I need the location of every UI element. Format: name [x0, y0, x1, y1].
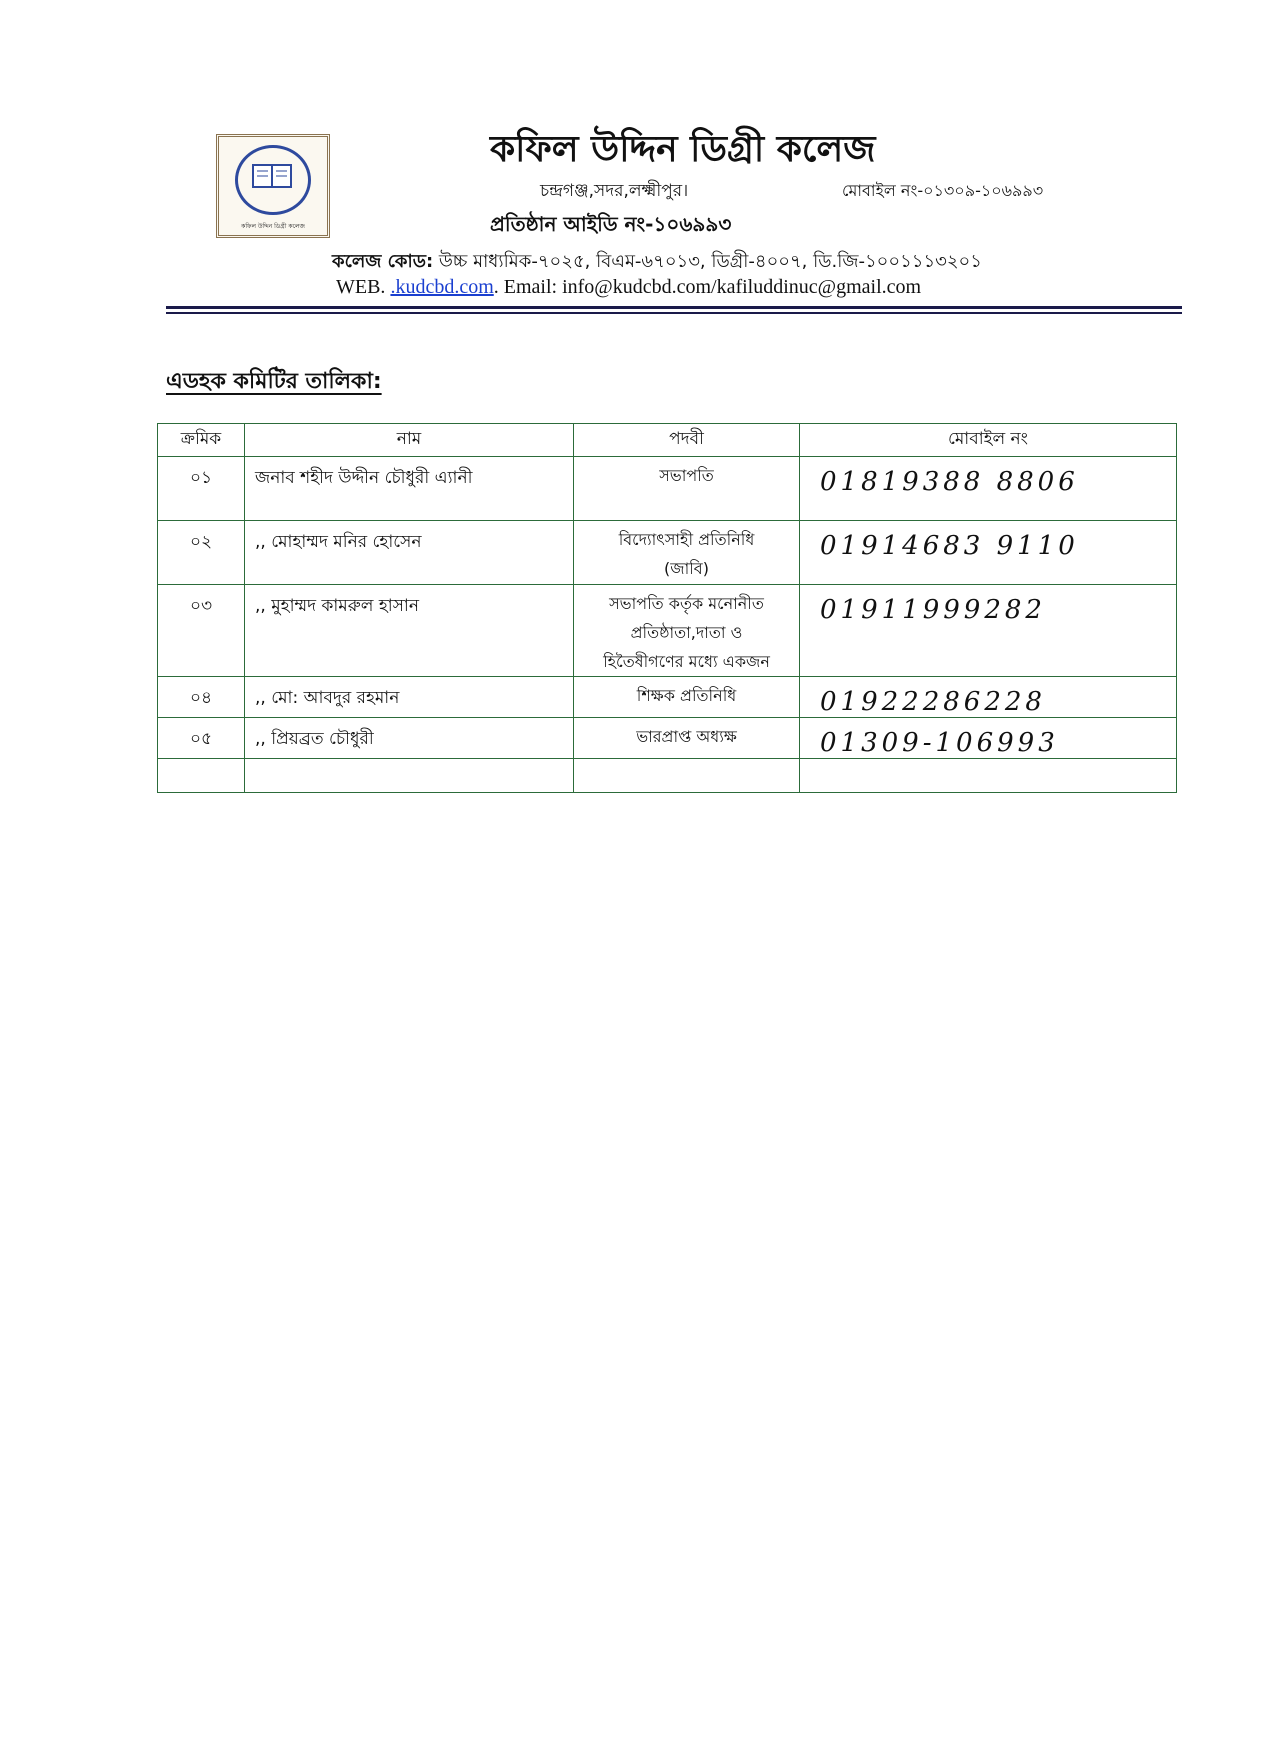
name-cell: ,, মো: আবদুর রহমান — [245, 677, 574, 718]
college-address: চন্দ্রগঞ্জ,সদর,লক্ষ্মীপুর। — [540, 181, 689, 201]
name-cell: জনাব শহীদ উদ্দীন চৌধুরী এ্যানী — [245, 457, 574, 521]
position-line: প্রতিষ্ঠাতা,দাতা ও — [630, 623, 743, 642]
mobile-cell — [800, 759, 1177, 793]
position-line: সভাপতি — [659, 466, 714, 485]
college-name: কফিল উদ্দিন ডিগ্রী কলেজ — [490, 129, 876, 170]
serial-cell: ০১ — [158, 457, 245, 521]
position-cell — [574, 718, 800, 759]
table-row — [158, 585, 1177, 677]
table-row — [158, 521, 1177, 585]
header-mobile: মোবাইল নং — [800, 424, 1177, 457]
institute-id: প্রতিষ্ঠান আইডি নং-১০৬৯৯৩ — [490, 212, 732, 236]
name-cell — [245, 759, 574, 793]
position-line: হিতৈষীগণের মধ্যে একজন — [603, 652, 770, 671]
name-cell: ,, মোহাম্মদ মনির হোসেন — [245, 521, 574, 585]
web-label: WEB. — [336, 276, 386, 298]
college-code-line — [332, 247, 982, 278]
position-cell — [574, 677, 800, 718]
position-line: বিদ্যোৎসাহী প্রতিনিধি — [618, 530, 755, 549]
table-row — [158, 718, 1177, 759]
table-row — [158, 677, 1177, 718]
name-cell: ,, প্রিয়ব্রত চৌধুরী — [245, 718, 574, 759]
serial-cell: ০৫ — [158, 718, 245, 759]
position-line: ভারপ্রাপ্ত অধ্যক্ষ — [636, 727, 737, 746]
position-cell — [574, 759, 800, 793]
table-row — [158, 457, 1177, 521]
college-logo — [216, 134, 330, 238]
website-link[interactable]: .kudcbd.com — [390, 276, 494, 298]
serial-cell — [158, 759, 245, 793]
serial-cell: ০৪ — [158, 677, 245, 718]
position-line: সভাপতি কর্তৃক মনোনীত — [609, 594, 764, 613]
web-email-line — [336, 276, 921, 299]
header-name: নাম — [245, 424, 574, 457]
name-cell: ,, মুহাম্মদ কামরুল হাসান — [245, 585, 574, 677]
header-divider-thin — [166, 312, 1182, 314]
serial-cell: ০২ — [158, 521, 245, 585]
header-divider — [166, 306, 1182, 309]
position-cell — [574, 521, 800, 585]
mobile-cell: 01819388 8806 — [800, 457, 1177, 521]
table-header-row — [158, 424, 1177, 457]
position-cell — [574, 457, 800, 521]
email-text: . Email: info@kudcbd.com/kafiluddinuc@gmail.com — [493, 276, 922, 298]
college-mobile: মোবাইল নং-০১৩০৯-১০৬৯৯৩ — [842, 181, 1044, 200]
college-code-values: উচ্চ মাধ্যমিক-৭০২৫, বিএম-৬৭০১৩, ডিগ্রী-৪০০৭, ডি.জি-১০০১১১৩২০১ — [438, 251, 982, 272]
mobile-cell: 01922286228 — [800, 677, 1177, 718]
committee-table — [157, 423, 1177, 793]
header-serial: ক্রমিক — [158, 424, 245, 457]
section-title: এডহক কমিটির তালিকা: — [166, 369, 382, 394]
position-line: শিক্ষক প্রতিনিধি — [636, 686, 737, 705]
open-book-icon — [252, 161, 292, 191]
college-code-label: কলেজ কোড: — [332, 251, 434, 272]
mobile-cell: 01914683 9110 — [800, 521, 1177, 585]
mobile-cell: 01911999282 — [800, 585, 1177, 677]
table-row-empty — [158, 759, 1177, 793]
serial-cell: ০৩ — [158, 585, 245, 677]
header-position: পদবী — [574, 424, 800, 457]
mobile-cell: 01309-106993 — [800, 718, 1177, 759]
logo-caption: কফিল উদ্দিন ডিগ্রী কলেজ — [241, 223, 305, 230]
position-cell — [574, 585, 800, 677]
position-line: (জাবি) — [664, 559, 709, 578]
